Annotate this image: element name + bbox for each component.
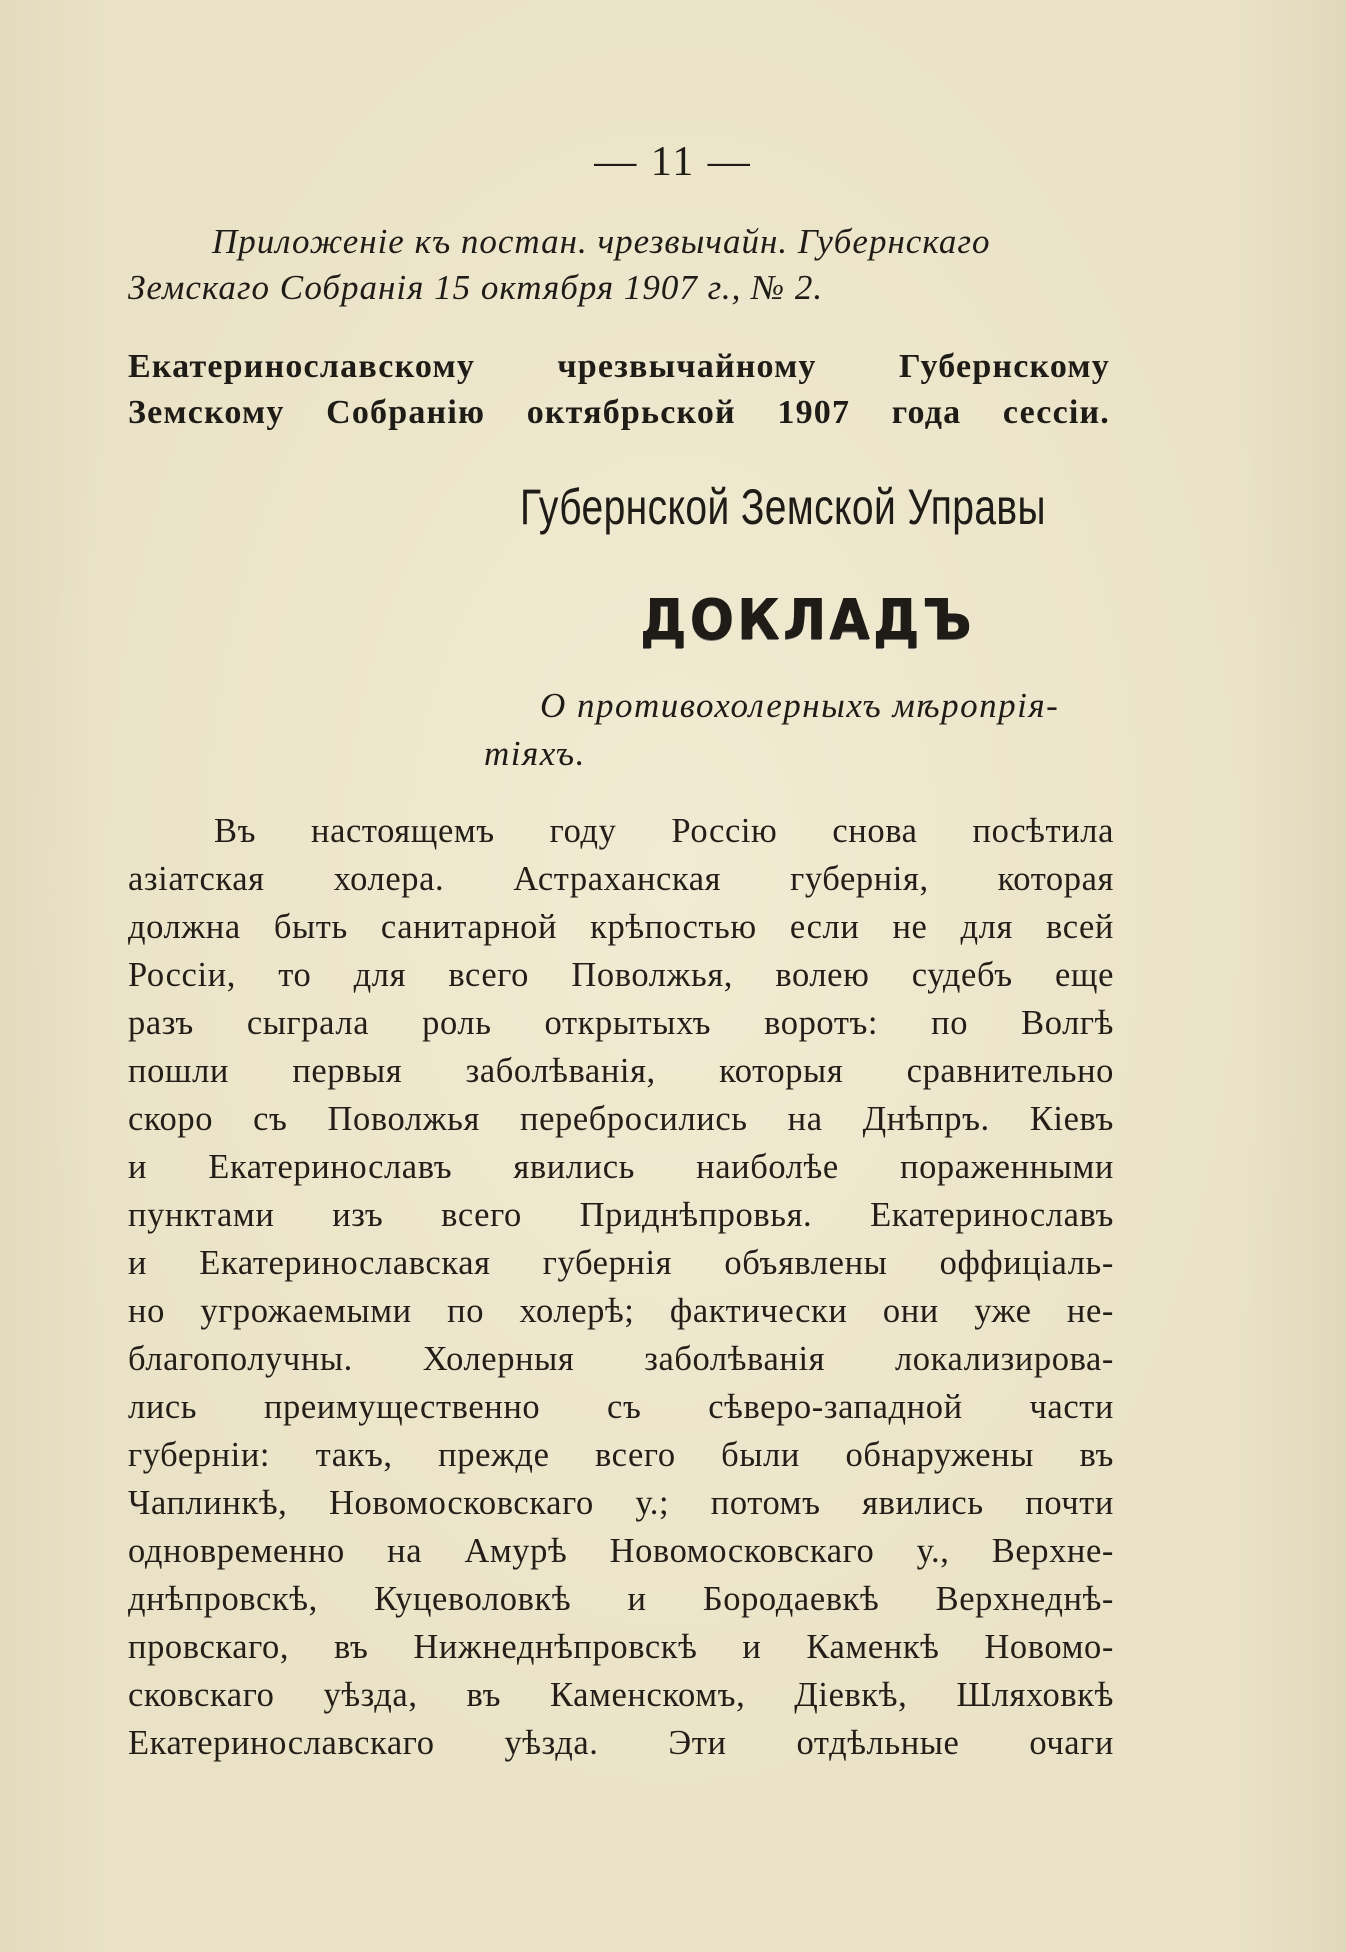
body-line: пунктами изъ всего Приднѣпровья. Екатеринославъ [128, 1196, 1114, 1234]
appendix-note-line-2: Земскаго Собранія 15 октября 1907 г., № 2. [128, 268, 824, 307]
appendix-note-line-1: Приложеніе къ постан. чрезвычайн. Губернскаго [212, 222, 991, 261]
body-line: Въ настоящемъ году Россію снова посѣтила [214, 812, 1114, 850]
body-line: губерніи: такъ, прежде всего были обнаружены въ [128, 1436, 1114, 1474]
body-line: днѣпровскѣ, Куцеволовкѣ и Бородаевкѣ Верхнеднѣ- [128, 1580, 1114, 1618]
body-line: провскаго, въ Нижнеднѣпровскѣ и Каменкѣ Новомо- [128, 1628, 1114, 1666]
report-title: ДОКЛАДЪ [640, 588, 975, 653]
body-line: но угрожаемыми по холерѣ; фактически они уже не- [128, 1292, 1114, 1330]
body-line: одновременно на Амурѣ Новомосковскаго у., Верхне- [128, 1532, 1114, 1570]
body-line: пошли первыя заболѣванія, которыя сравнительно [128, 1052, 1114, 1090]
body-line: и Екатеринославская губернія объявлены оффиціаль- [128, 1244, 1114, 1282]
body-line: разъ сыграла роль открытыхъ воротъ: по Волгѣ [128, 1004, 1114, 1042]
body-line: должна быть санитарной крѣпостью если не для всей [128, 908, 1114, 946]
body-line: и Екатеринославъ явились наиболѣе пораженными [128, 1148, 1114, 1186]
page-number: — 11 — [594, 139, 752, 185]
subject-line-1: О противохолерныхъ мѣропрія- [540, 686, 1060, 725]
body-line: сковскаго уѣзда, въ Каменскомъ, Діевкѣ, Шляховкѣ [128, 1676, 1114, 1714]
board-name-heading: Губернской Земской Управы [520, 479, 1046, 535]
body-line: лись преимущественно съ сѣверо-западной части [128, 1388, 1114, 1426]
body-line: азіатская холера. Астраханская губернія, которая [128, 860, 1114, 898]
address-line-2: Земскому Собранію октябрьской 1907 года сессіи. [128, 394, 1110, 431]
body-line: скоро съ Поволжья перебросились на Днѣпръ. Кіевъ [128, 1100, 1114, 1138]
body-line: Чаплинкѣ, Новомосковскаго у.; потомъ явились почти [128, 1484, 1114, 1522]
subject-line-2: тіяхъ. [484, 734, 586, 773]
body-line: Россіи, то для всего Поволжья, волею судебъ еще [128, 956, 1114, 994]
address-line-1: Екатеринославскому чрезвычайному Губернскому [128, 348, 1110, 385]
body-line: благополучны. Холерныя заболѣванія локализирова- [128, 1340, 1114, 1378]
body-line: Екатеринославскаго уѣзда. Эти отдѣльные очаги [128, 1724, 1114, 1762]
